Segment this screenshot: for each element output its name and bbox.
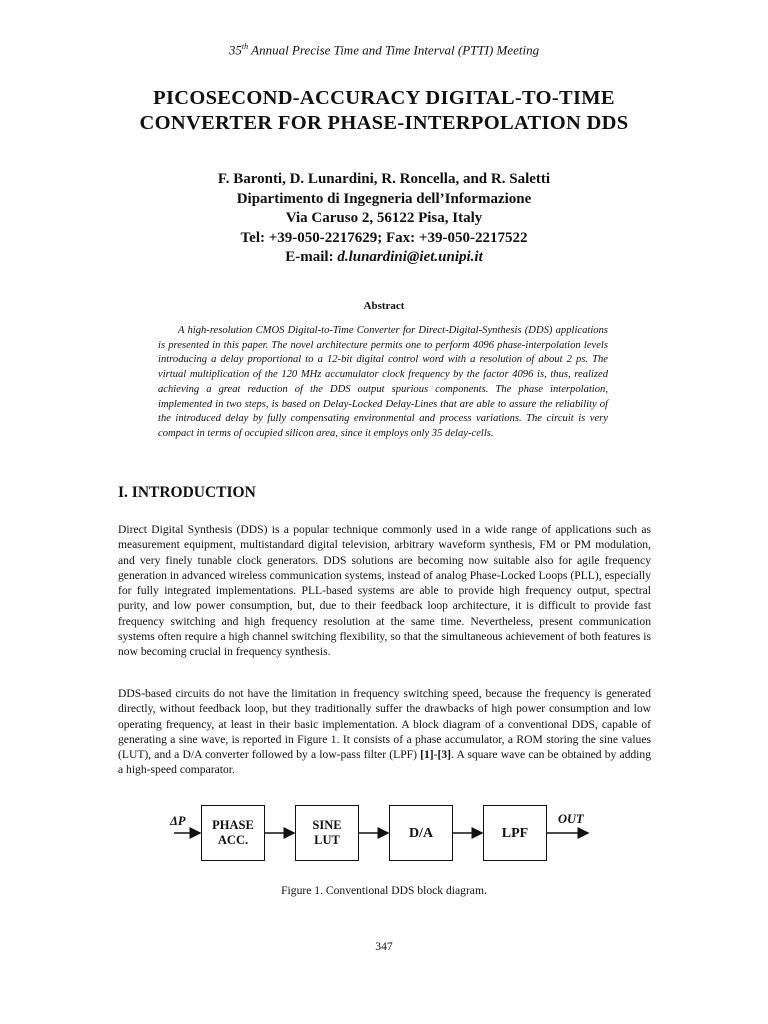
- block-label-line1: D/A: [408, 825, 434, 841]
- email-link[interactable]: d.lunardini@iet.unipi.it: [337, 249, 483, 265]
- output-label: OUT: [558, 812, 584, 826]
- paper-title: [0, 86, 768, 136]
- dds-block-diagram: [160, 800, 600, 870]
- author-address: Via Caruso 2, 56122 Pisa, Italy: [285, 210, 483, 226]
- author-email: [0, 248, 768, 268]
- running-head: [0, 42, 768, 58]
- title-line-2: CONVERTER FOR PHASE-INTERPOLATION DDS: [139, 112, 629, 134]
- citation-1[interactable]: [1]: [420, 748, 434, 762]
- abstract-text: A high-resolution CMOS Digital-to-Time Converter for Direct-Digital-Synthesis (DDS) applications is presented in this paper. The novel architecture permits one to perform 4096 phase-interpolation levels introducing a delay proportional to a 12-bit digital control word with a resolution of about 2 ps. The virtual multiplication of the 120 MHz accumulator clock frequency by the factor 4096 is, thus, realized achieving a great reduction of the DDS output spurious components. The phase interpolation, implemented in two steps, is based on Delay-Locked Delay-Lines that are able to assure the reliability of the introduced delay by fully compensating environmental and process variations. The circuit is very compact in terms of occupied silicon area, since it employs only 35 delay-cells.: [158, 325, 608, 439]
- block-label-line1: LPF: [501, 825, 529, 841]
- paragraph-2-text: DDS-based circuits do not have the limitation in frequency switching speed, because the frequency is generated directly, without feedback loop, but they traditionally suffer the drawbacks of high power consumption and low operating frequency, at least in their basic implementation. A block diagram of a conventional DDS, capable of generating a sine wave, is reported in Figure 1. It consists of a phase accumulator, a ROM storing the sine values (LUT), and a D/A converter followed by a low-pass filter (LPF): [118, 687, 651, 762]
- body-paragraph-1: Direct Digital Synthesis (DDS) is a popular technique commonly used in a wide range of applications such as measurement equipment, multistandard digital television, arbitrary waveform synthesis, FM or PM modulation, and very finely tunable clock generators. DDS solutions are becoming now suitable also for agile frequency generation in advanced wireless communication systems, instead of analog Phase-Locked Loops (PLL), especially for fully integrated implementations. PLL-based systems are able to provide high frequency output, spectral purity, and low power consumption, but, due to their feedback loop architecture, it is difficult to provide fast frequency switching and high frequency resolution at the same time. Nevertheless, present communication systems often require a high channel switching flexibility, so that the simultaneous achievement of both features is now becoming crucial in frequency synthesis.: [118, 523, 651, 659]
- block-label-line1: SINE: [312, 818, 342, 832]
- block-label-line1: PHASE: [212, 818, 254, 832]
- block-phase-accumulator: [201, 805, 265, 861]
- block-da-converter: [389, 805, 453, 861]
- input-label-delta-p: ΔP: [170, 814, 186, 828]
- author-block: [0, 170, 768, 268]
- page-number: 347: [375, 940, 393, 953]
- figure-caption: Figure 1. Conventional DDS block diagram.: [281, 884, 487, 897]
- block-lpf: [483, 805, 547, 861]
- running-head-superscript: th: [241, 42, 249, 51]
- running-head-number: 35: [228, 42, 242, 58]
- block-label-line2: ACC.: [217, 833, 249, 847]
- citation-dash: -: [433, 748, 438, 762]
- author-affiliation: Dipartimento di Ingegneria dell’Informazione: [236, 190, 532, 207]
- section-heading-introduction: I. INTRODUCTION: [118, 484, 256, 501]
- running-head-text: Annual Precise Time and Time Interval (PTTI) Meeting: [248, 42, 540, 58]
- citation-3[interactable]: [3]: [437, 748, 452, 762]
- author-phone: Tel: +39-050-2217629; Fax: +39-050-2217522: [240, 229, 528, 246]
- block-label-line2: LUT: [314, 833, 340, 847]
- body-paragraph-2: [118, 686, 651, 778]
- abstract-heading: Abstract: [363, 300, 405, 312]
- email-label: E-mail:: [285, 249, 338, 265]
- title-line-1: PICOSECOND-ACCURACY DIGITAL-TO-TIME: [153, 87, 615, 109]
- author-names: F. Baronti, D. Lunardini, R. Roncella, and R. Saletti: [217, 171, 551, 187]
- paragraph-2-end: . A square wave can be obtained by adding a high-speed comparator.: [118, 748, 651, 777]
- block-sine-lut: [295, 805, 359, 861]
